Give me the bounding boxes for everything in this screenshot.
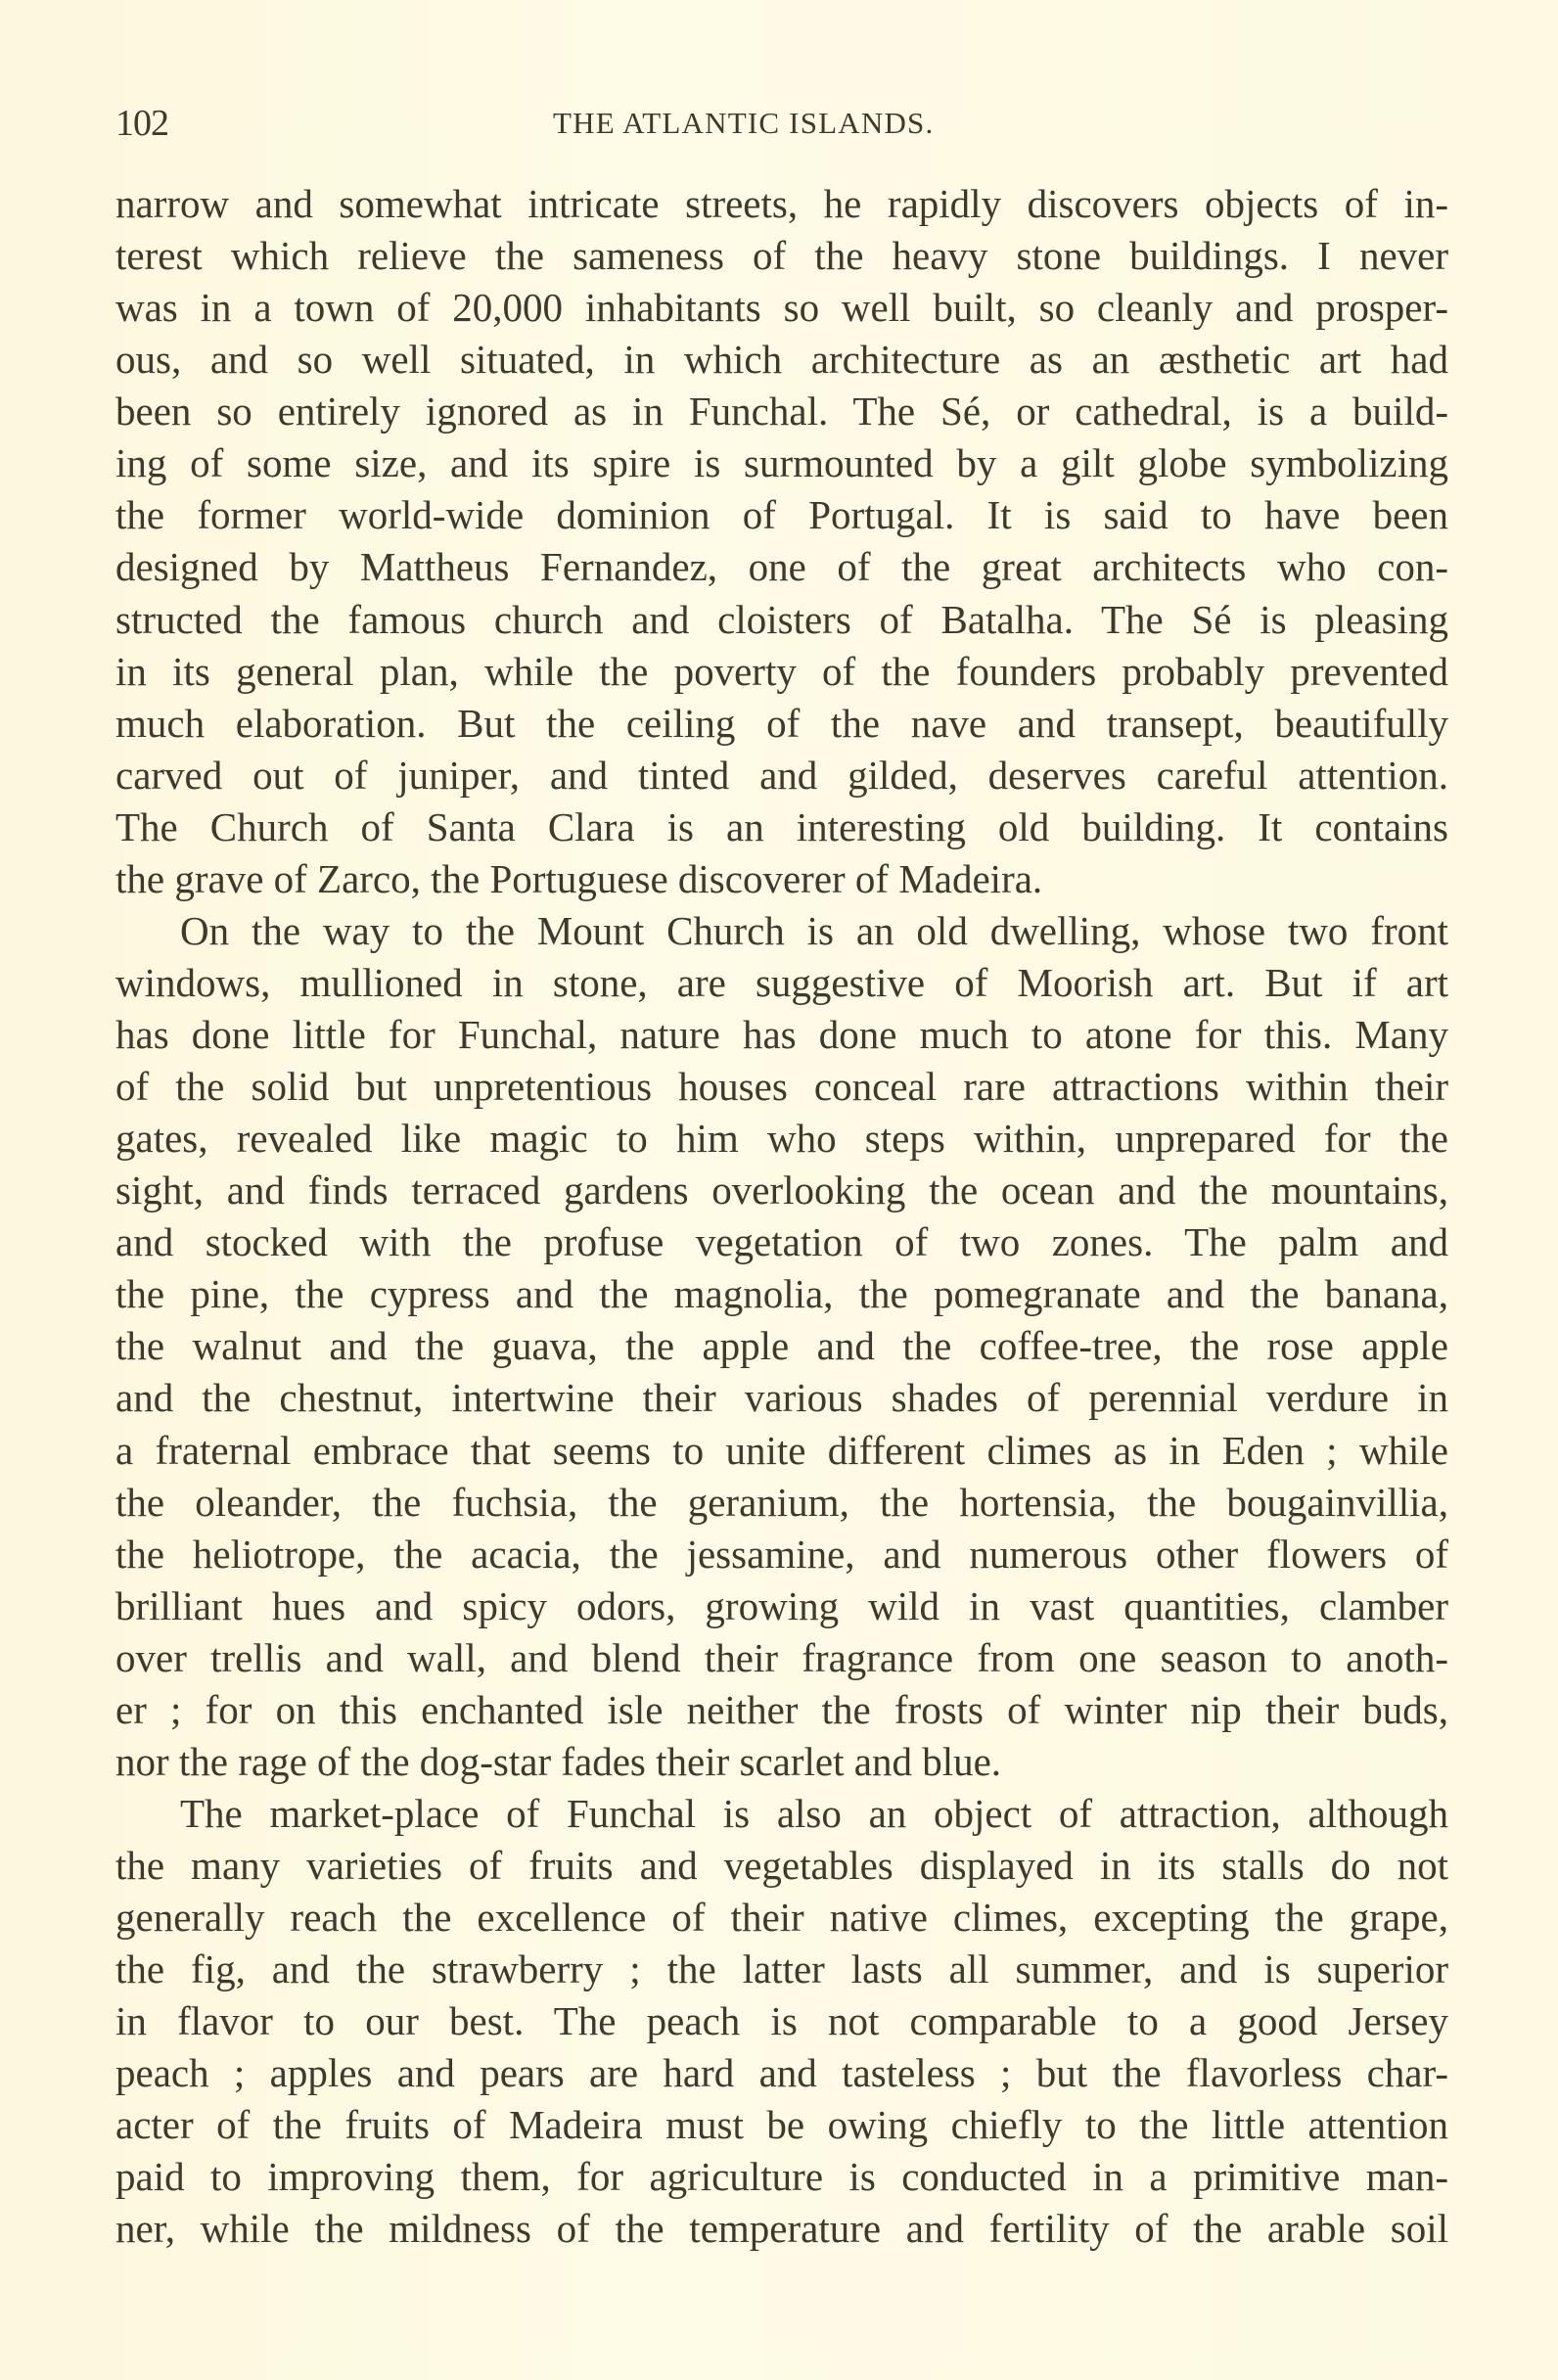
text-line: the heliotrope, the acacia, the jessamine, and numerous other flowers of	[115, 1531, 1448, 1577]
text-line: structed the famous church and cloisters of Batalha. The Sé is pleasing	[115, 596, 1448, 642]
text-line: much elaboration. But the ceiling of the nave and transept, beautifully	[115, 700, 1448, 746]
text-line: er ; for on this enchanted isle neither the frosts of winter nip their buds,	[115, 1686, 1448, 1732]
page-number: 102	[115, 103, 168, 144]
text-line: paid to improving them, for agriculture is conducted in a primitive man-	[115, 2154, 1448, 2200]
text-line: gates, revealed like magic to him who steps within, unprepared for the	[115, 1116, 1448, 1162]
paragraph-first-line: The market-place of Funchal is also an object of attraction, although	[180, 1790, 1448, 1836]
text-line: the pine, the cypress and the magnolia, the pomegranate and the banana,	[115, 1271, 1448, 1317]
text-line: peach ; apples and pears are hard and tasteless ; but the flavorless char-	[115, 2050, 1448, 2096]
text-line: the many varieties of fruits and vegetables displayed in its stalls do not	[115, 1843, 1448, 1888]
text-line: acter of the fruits of Madeira must be owing chiefly to the little attention	[115, 2102, 1448, 2148]
text-line: terest which relieve the sameness of the heavy stone buildings. I never	[115, 233, 1448, 279]
text-line: designed by Mattheus Fernandez, one of the great architects who con-	[115, 544, 1448, 590]
text-line: and stocked with the profuse vegetation of two zones. The palm and	[115, 1219, 1448, 1265]
text-line: the former world-wide dominion of Portugal. It is said to have been	[115, 492, 1448, 538]
running-title: THE ATLANTIC ISLANDS.	[553, 106, 935, 140]
text-line: in its general plan, while the poverty of the founders probably prevented	[115, 648, 1448, 694]
text-line: been so entirely ignored as in Funchal. The Sé, or cathedral, is a build-	[115, 389, 1448, 435]
body-text	[115, 178, 1448, 2256]
text-line: brilliant hues and spicy odors, growing wild in vast quantities, clamber	[115, 1582, 1448, 1628]
text-line: windows, mullioned in stone, are suggestive of Moorish art. But if art	[115, 959, 1448, 1005]
text-line: ner, while the mildness of the temperature and fertility of the arable soil	[115, 2206, 1448, 2252]
text-line: in flavor to our best. The peach is not comparable to a good Jersey	[115, 1998, 1448, 2044]
text-line: was in a town of 20,000 inhabitants so well built, so cleanly and prosper-	[115, 285, 1448, 331]
text-line: carved out of juniper, and tinted and gilded, deserves careful attention.	[115, 752, 1448, 798]
paragraph-first-line: On the way to the Mount Church is an old dwelling, whose two front	[180, 907, 1448, 953]
text-line: the fig, and the strawberry ; the latter lasts all summer, and is superior	[115, 1946, 1448, 1992]
text-line: sight, and finds terraced gardens overlooking the ocean and the mountains,	[115, 1167, 1448, 1213]
text-line: ing of some size, and its spire is surmounted by a gilt globe symbolizing	[115, 440, 1448, 486]
text-line: narrow and somewhat intricate streets, he rapidly discovers objects of in-	[115, 181, 1448, 226]
text-line: generally reach the excellence of their native climes, excepting the grape,	[115, 1895, 1448, 1941]
text-line: and the chestnut, intertwine their various shades of perennial verdure in	[115, 1375, 1448, 1421]
text-line: the grave of Zarco, the Portuguese discoverer of Madeira.	[115, 855, 1043, 901]
text-line: over trellis and wall, and blend their fragrance from one season to anoth-	[115, 1634, 1448, 1680]
running-head	[115, 102, 1448, 145]
text-line: ous, and so well situated, in which architecture as an æsthetic art had	[115, 337, 1448, 383]
text-line: of the solid but unpretentious houses conceal rare attractions within their	[115, 1064, 1448, 1110]
text-line: a fraternal embrace that seems to unite different climes as in Eden ; while	[115, 1427, 1448, 1473]
text-line: the oleander, the fuchsia, the geranium, the hortensia, the bougainvillia,	[115, 1479, 1448, 1525]
text-line: the walnut and the guava, the apple and the coffee-tree, the rose apple	[115, 1323, 1448, 1369]
text-line: has done little for Funchal, nature has done much to atone for this. Many	[115, 1012, 1448, 1057]
text-line: The Church of Santa Clara is an interesting old building. It contains	[115, 803, 1448, 849]
text-line: nor the rage of the dog-star fades their scarlet and blue.	[115, 1738, 1002, 1784]
